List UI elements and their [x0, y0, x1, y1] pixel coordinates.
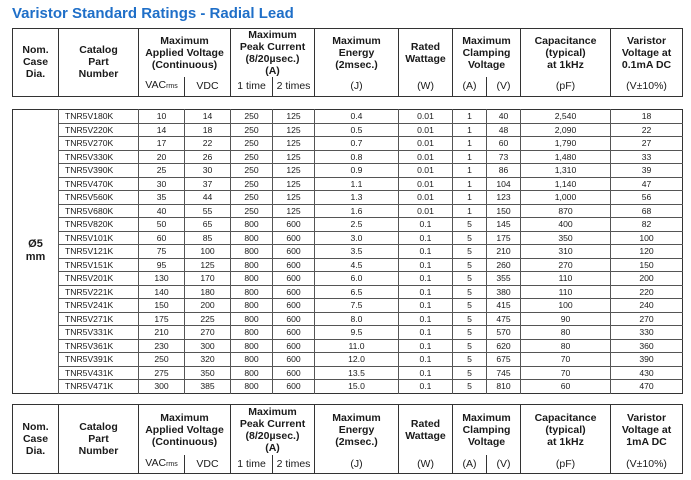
cell-energy: 7.5	[315, 299, 399, 313]
page-title: Varistor Standard Ratings - Radial Lead	[12, 5, 294, 22]
cell-varistor-voltage: 47	[611, 177, 683, 191]
header-table-top	[12, 28, 683, 97]
cell-clamp-volt: 73	[487, 150, 521, 164]
table-row	[13, 191, 683, 205]
table-row	[13, 231, 683, 245]
cell-vdc: 22	[185, 137, 231, 151]
cell-vdc: 125	[185, 258, 231, 272]
unit-vdc: VDC	[185, 77, 231, 96]
cell-capacitance: 110	[521, 272, 611, 286]
cell-wattage: 0.1	[399, 312, 453, 326]
cell-peak-2times: 600	[273, 353, 315, 367]
cell-capacitance: 1,000	[521, 191, 611, 205]
cell-vdc: 385	[185, 380, 231, 394]
cell-capacitance: 100	[521, 299, 611, 313]
unit-wattage: (W)	[399, 77, 453, 96]
cell-vdc: 200	[185, 299, 231, 313]
col-clamping-voltage: Maximum Clamping Voltage	[453, 29, 521, 78]
cell-vdc: 180	[185, 285, 231, 299]
cell-vdc: 14	[185, 110, 231, 124]
cell-wattage: 0.1	[399, 245, 453, 259]
cell-capacitance: 2,540	[521, 110, 611, 124]
table-row	[13, 245, 683, 259]
cell-clamp-amp: 5	[453, 218, 487, 232]
cell-catalog-part: TNR5V330K	[59, 150, 139, 164]
cell-clamp-amp: 1	[453, 123, 487, 137]
cell-varistor-voltage: 360	[611, 339, 683, 353]
cell-vac: 210	[139, 326, 185, 340]
cell-varistor-voltage: 39	[611, 164, 683, 178]
cell-capacitance: 2,090	[521, 123, 611, 137]
cell-vdc: 55	[185, 204, 231, 218]
cell-clamp-amp: 5	[453, 326, 487, 340]
cell-capacitance: 70	[521, 366, 611, 380]
ratings-table	[12, 109, 683, 394]
cell-energy: 2.5	[315, 218, 399, 232]
cell-peak-1time: 800	[231, 380, 273, 394]
cell-varistor-voltage: 200	[611, 272, 683, 286]
cell-catalog-part: TNR5V180K	[59, 110, 139, 124]
cell-peak-1time: 800	[231, 299, 273, 313]
unit-1time: 1 time	[231, 455, 273, 474]
cell-clamp-volt: 620	[487, 339, 521, 353]
cell-clamp-amp: 5	[453, 312, 487, 326]
cell-vac: 175	[139, 312, 185, 326]
cell-clamp-volt: 86	[487, 164, 521, 178]
cell-clamp-volt: 675	[487, 353, 521, 367]
cell-vac: 95	[139, 258, 185, 272]
cell-clamp-amp: 5	[453, 366, 487, 380]
table-row	[13, 218, 683, 232]
unit-pf: (pF)	[521, 77, 611, 96]
cell-vdc: 65	[185, 218, 231, 232]
cell-peak-2times: 600	[273, 245, 315, 259]
cell-clamp-volt: 48	[487, 123, 521, 137]
header-table-bottom	[12, 404, 683, 474]
unit-volt: (V)	[487, 77, 521, 96]
cell-clamp-volt: 355	[487, 272, 521, 286]
cell-peak-2times: 600	[273, 326, 315, 340]
cell-energy: 6.0	[315, 272, 399, 286]
cell-catalog-part: TNR5V680K	[59, 204, 139, 218]
cell-catalog-part: TNR5V121K	[59, 245, 139, 259]
col-max-voltage: Maximum Applied Voltage (Continuous)	[139, 405, 231, 455]
cell-wattage: 0.1	[399, 353, 453, 367]
cell-clamp-amp: 1	[453, 191, 487, 205]
cell-wattage: 0.01	[399, 123, 453, 137]
cell-catalog-part: TNR5V390K	[59, 164, 139, 178]
cell-energy: 0.5	[315, 123, 399, 137]
unit-tolerance: (V±10%)	[611, 455, 683, 474]
cell-wattage: 0.1	[399, 339, 453, 353]
cell-energy: 13.5	[315, 366, 399, 380]
cell-energy: 3.0	[315, 231, 399, 245]
cell-peak-2times: 125	[273, 177, 315, 191]
cell-wattage: 0.1	[399, 231, 453, 245]
cell-varistor-voltage: 220	[611, 285, 683, 299]
cell-peak-1time: 800	[231, 218, 273, 232]
cell-peak-2times: 600	[273, 339, 315, 353]
cell-capacitance: 1,790	[521, 137, 611, 151]
cell-varistor-voltage: 56	[611, 191, 683, 205]
cell-peak-1time: 250	[231, 204, 273, 218]
unit-amp: (A)	[453, 77, 487, 96]
table-row	[13, 204, 683, 218]
cell-peak-1time: 800	[231, 339, 273, 353]
col-max-energy: Maximum Energy (2msec.)	[315, 29, 399, 78]
cell-vac: 25	[139, 164, 185, 178]
cell-catalog-part: TNR5V271K	[59, 312, 139, 326]
cell-clamp-volt: 415	[487, 299, 521, 313]
cell-energy: 1.6	[315, 204, 399, 218]
cell-wattage: 0.1	[399, 299, 453, 313]
cell-catalog-part: TNR5V391K	[59, 353, 139, 367]
cell-capacitance: 60	[521, 380, 611, 394]
cell-energy: 4.5	[315, 258, 399, 272]
cell-capacitance: 400	[521, 218, 611, 232]
cell-capacitance: 80	[521, 326, 611, 340]
cell-vac: 40	[139, 204, 185, 218]
cell-varistor-voltage: 150	[611, 258, 683, 272]
cell-vac: 30	[139, 177, 185, 191]
cell-peak-2times: 600	[273, 380, 315, 394]
cell-capacitance: 350	[521, 231, 611, 245]
cell-energy: 0.9	[315, 164, 399, 178]
cell-wattage: 0.1	[399, 218, 453, 232]
cell-varistor-voltage: 430	[611, 366, 683, 380]
cell-clamp-volt: 150	[487, 204, 521, 218]
cell-peak-1time: 800	[231, 312, 273, 326]
cell-catalog-part: TNR5V151K	[59, 258, 139, 272]
cell-energy: 9.5	[315, 326, 399, 340]
cell-capacitance: 70	[521, 353, 611, 367]
cell-vdc: 170	[185, 272, 231, 286]
unit-wattage: (W)	[399, 455, 453, 474]
cell-energy: 0.8	[315, 150, 399, 164]
cell-varistor-voltage: 240	[611, 299, 683, 313]
unit-vdc: VDC	[185, 455, 231, 474]
case-diameter-cell: Ø5 mm	[25, 238, 46, 264]
col-catalog-part: Catalog Part Number	[59, 29, 139, 97]
cell-varistor-voltage: 33	[611, 150, 683, 164]
cell-wattage: 0.01	[399, 110, 453, 124]
cell-wattage: 0.01	[399, 191, 453, 205]
cell-peak-1time: 800	[231, 353, 273, 367]
unit-2times: 2 times	[273, 455, 315, 474]
col-varistor-voltage: Varistor Voltage at 0.1mA DC	[611, 29, 683, 78]
unit-vac: VACrms	[139, 455, 185, 474]
cell-catalog-part: TNR5V270K	[59, 137, 139, 151]
cell-peak-1time: 250	[231, 177, 273, 191]
cell-peak-2times: 600	[273, 299, 315, 313]
col-peak-current: Maximum Peak Current (8/20µsec.) (A)	[231, 405, 315, 455]
cell-peak-1time: 800	[231, 231, 273, 245]
table-row	[13, 353, 683, 367]
cell-capacitance: 870	[521, 204, 611, 218]
cell-vdc: 26	[185, 150, 231, 164]
cell-varistor-voltage: 270	[611, 312, 683, 326]
cell-capacitance: 1,310	[521, 164, 611, 178]
cell-peak-2times: 600	[273, 258, 315, 272]
cell-peak-1time: 800	[231, 285, 273, 299]
unit-amp: (A)	[453, 455, 487, 474]
cell-wattage: 0.1	[399, 285, 453, 299]
cell-peak-2times: 125	[273, 191, 315, 205]
unit-energy: (J)	[315, 77, 399, 96]
cell-vac: 60	[139, 231, 185, 245]
cell-clamp-volt: 123	[487, 191, 521, 205]
cell-catalog-part: TNR5V361K	[59, 339, 139, 353]
unit-energy: (J)	[315, 455, 399, 474]
cell-clamp-amp: 1	[453, 110, 487, 124]
cell-clamp-amp: 5	[453, 231, 487, 245]
table-row	[13, 123, 683, 137]
cell-catalog-part: TNR5V220K	[59, 123, 139, 137]
col-capacitance: Capacitance (typical) at 1kHz	[521, 405, 611, 455]
cell-vac: 150	[139, 299, 185, 313]
cell-clamp-amp: 5	[453, 380, 487, 394]
cell-peak-1time: 250	[231, 150, 273, 164]
cell-clamp-amp: 5	[453, 339, 487, 353]
cell-capacitance: 270	[521, 258, 611, 272]
cell-vdc: 44	[185, 191, 231, 205]
cell-wattage: 0.1	[399, 326, 453, 340]
cell-catalog-part: TNR5V470K	[59, 177, 139, 191]
cell-clamp-amp: 1	[453, 177, 487, 191]
cell-vdc: 350	[185, 366, 231, 380]
cell-varistor-voltage: 22	[611, 123, 683, 137]
cell-peak-2times: 125	[273, 123, 315, 137]
cell-energy: 0.7	[315, 137, 399, 151]
col-max-voltage: Maximum Applied Voltage (Continuous)	[139, 29, 231, 78]
cell-wattage: 0.1	[399, 272, 453, 286]
table-row	[13, 312, 683, 326]
cell-peak-2times: 125	[273, 137, 315, 151]
cell-peak-1time: 250	[231, 123, 273, 137]
cell-clamp-amp: 5	[453, 245, 487, 259]
cell-peak-2times: 125	[273, 204, 315, 218]
cell-clamp-volt: 60	[487, 137, 521, 151]
cell-energy: 12.0	[315, 353, 399, 367]
cell-peak-1time: 800	[231, 272, 273, 286]
cell-wattage: 0.01	[399, 204, 453, 218]
table-row	[13, 258, 683, 272]
cell-capacitance: 310	[521, 245, 611, 259]
cell-varistor-voltage: 390	[611, 353, 683, 367]
cell-varistor-voltage: 18	[611, 110, 683, 124]
cell-catalog-part: TNR5V471K	[59, 380, 139, 394]
cell-peak-1time: 250	[231, 110, 273, 124]
cell-peak-2times: 600	[273, 272, 315, 286]
cell-clamp-volt: 210	[487, 245, 521, 259]
cell-wattage: 0.01	[399, 177, 453, 191]
table-row	[13, 164, 683, 178]
cell-peak-1time: 800	[231, 258, 273, 272]
cell-wattage: 0.1	[399, 366, 453, 380]
cell-wattage: 0.01	[399, 164, 453, 178]
table-row	[13, 326, 683, 340]
cell-vdc: 100	[185, 245, 231, 259]
cell-clamp-volt: 104	[487, 177, 521, 191]
col-case-dia: Nom. Case Dia.	[22, 44, 49, 81]
cell-vac: 275	[139, 366, 185, 380]
cell-varistor-voltage: 100	[611, 231, 683, 245]
unit-volt: (V)	[487, 455, 521, 474]
cell-vdc: 300	[185, 339, 231, 353]
cell-clamp-amp: 1	[453, 164, 487, 178]
cell-varistor-voltage: 470	[611, 380, 683, 394]
cell-peak-1time: 250	[231, 191, 273, 205]
cell-clamp-amp: 1	[453, 137, 487, 151]
cell-peak-2times: 600	[273, 231, 315, 245]
cell-peak-2times: 600	[273, 218, 315, 232]
table-row	[13, 380, 683, 394]
cell-vdc: 37	[185, 177, 231, 191]
cell-vdc: 18	[185, 123, 231, 137]
cell-energy: 11.0	[315, 339, 399, 353]
cell-catalog-part: TNR5V221K	[59, 285, 139, 299]
table-row	[13, 366, 683, 380]
col-max-energy: Maximum Energy (2msec.)	[315, 405, 399, 455]
cell-clamp-volt: 570	[487, 326, 521, 340]
cell-clamp-volt: 175	[487, 231, 521, 245]
table-row	[13, 177, 683, 191]
col-case-dia: Nom. Case Dia.	[22, 421, 49, 457]
cell-peak-2times: 600	[273, 312, 315, 326]
cell-energy: 15.0	[315, 380, 399, 394]
cell-capacitance: 90	[521, 312, 611, 326]
cell-vac: 300	[139, 380, 185, 394]
cell-capacitance: 80	[521, 339, 611, 353]
cell-catalog-part: TNR5V431K	[59, 366, 139, 380]
cell-wattage: 0.1	[399, 258, 453, 272]
cell-vac: 20	[139, 150, 185, 164]
unit-1time: 1 time	[231, 77, 273, 96]
table-row	[13, 150, 683, 164]
cell-vac: 35	[139, 191, 185, 205]
cell-catalog-part: TNR5V820K	[59, 218, 139, 232]
cell-peak-1time: 800	[231, 245, 273, 259]
cell-vac: 17	[139, 137, 185, 151]
cell-catalog-part: TNR5V560K	[59, 191, 139, 205]
table-row	[13, 285, 683, 299]
cell-vac: 50	[139, 218, 185, 232]
cell-varistor-voltage: 68	[611, 204, 683, 218]
table-row	[13, 299, 683, 313]
cell-energy: 0.4	[315, 110, 399, 124]
col-rated-wattage: Rated Wattage	[399, 405, 453, 455]
cell-peak-1time: 800	[231, 326, 273, 340]
unit-tolerance: (V±10%)	[611, 77, 683, 96]
cell-peak-1time: 250	[231, 137, 273, 151]
cell-vac: 230	[139, 339, 185, 353]
cell-clamp-volt: 40	[487, 110, 521, 124]
cell-clamp-volt: 260	[487, 258, 521, 272]
cell-vdc: 85	[185, 231, 231, 245]
cell-energy: 6.5	[315, 285, 399, 299]
col-clamping-voltage: Maximum Clamping Voltage	[453, 405, 521, 455]
cell-capacitance: 1,140	[521, 177, 611, 191]
cell-vac: 140	[139, 285, 185, 299]
cell-peak-2times: 600	[273, 285, 315, 299]
cell-peak-1time: 800	[231, 366, 273, 380]
cell-catalog-part: TNR5V201K	[59, 272, 139, 286]
cell-vdc: 270	[185, 326, 231, 340]
cell-clamp-volt: 475	[487, 312, 521, 326]
cell-clamp-amp: 5	[453, 285, 487, 299]
cell-varistor-voltage: 120	[611, 245, 683, 259]
cell-peak-2times: 125	[273, 150, 315, 164]
cell-wattage: 0.01	[399, 137, 453, 151]
unit-pf: (pF)	[521, 455, 611, 474]
cell-peak-2times: 125	[273, 110, 315, 124]
cell-vdc: 30	[185, 164, 231, 178]
cell-clamp-volt: 810	[487, 380, 521, 394]
cell-vac: 14	[139, 123, 185, 137]
cell-peak-2times: 125	[273, 164, 315, 178]
cell-capacitance: 1,480	[521, 150, 611, 164]
cell-wattage: 0.01	[399, 150, 453, 164]
cell-clamp-amp: 5	[453, 272, 487, 286]
col-peak-current: Maximum Peak Current (8/20µsec.) (A)	[231, 29, 315, 78]
cell-energy: 8.0	[315, 312, 399, 326]
col-catalog-part: Catalog Part Number	[59, 405, 139, 474]
cell-varistor-voltage: 82	[611, 218, 683, 232]
cell-vac: 250	[139, 353, 185, 367]
cell-energy: 1.1	[315, 177, 399, 191]
table-row	[13, 137, 683, 151]
cell-wattage: 0.1	[399, 380, 453, 394]
cell-vac: 130	[139, 272, 185, 286]
cell-clamp-volt: 145	[487, 218, 521, 232]
cell-clamp-amp: 1	[453, 204, 487, 218]
cell-clamp-amp: 5	[453, 258, 487, 272]
table-row	[13, 339, 683, 353]
cell-catalog-part: TNR5V331K	[59, 326, 139, 340]
cell-clamp-volt: 745	[487, 366, 521, 380]
table-row	[13, 110, 683, 124]
cell-clamp-volt: 380	[487, 285, 521, 299]
cell-varistor-voltage: 330	[611, 326, 683, 340]
col-varistor-voltage: Varistor Voltage at 1mA DC	[611, 405, 683, 455]
cell-clamp-amp: 5	[453, 299, 487, 313]
cell-clamp-amp: 1	[453, 150, 487, 164]
cell-vac: 75	[139, 245, 185, 259]
cell-peak-2times: 600	[273, 366, 315, 380]
table-row	[13, 272, 683, 286]
cell-clamp-amp: 5	[453, 353, 487, 367]
cell-vdc: 225	[185, 312, 231, 326]
unit-vac: VACrms	[139, 77, 185, 96]
cell-vdc: 320	[185, 353, 231, 367]
cell-energy: 1.3	[315, 191, 399, 205]
cell-vac: 10	[139, 110, 185, 124]
col-rated-wattage: Rated Wattage	[399, 29, 453, 78]
cell-capacitance: 110	[521, 285, 611, 299]
unit-2times: 2 times	[273, 77, 315, 96]
cell-catalog-part: TNR5V241K	[59, 299, 139, 313]
cell-catalog-part: TNR5V101K	[59, 231, 139, 245]
col-capacitance: Capacitance (typical) at 1kHz	[521, 29, 611, 78]
cell-energy: 3.5	[315, 245, 399, 259]
cell-peak-1time: 250	[231, 164, 273, 178]
cell-varistor-voltage: 27	[611, 137, 683, 151]
